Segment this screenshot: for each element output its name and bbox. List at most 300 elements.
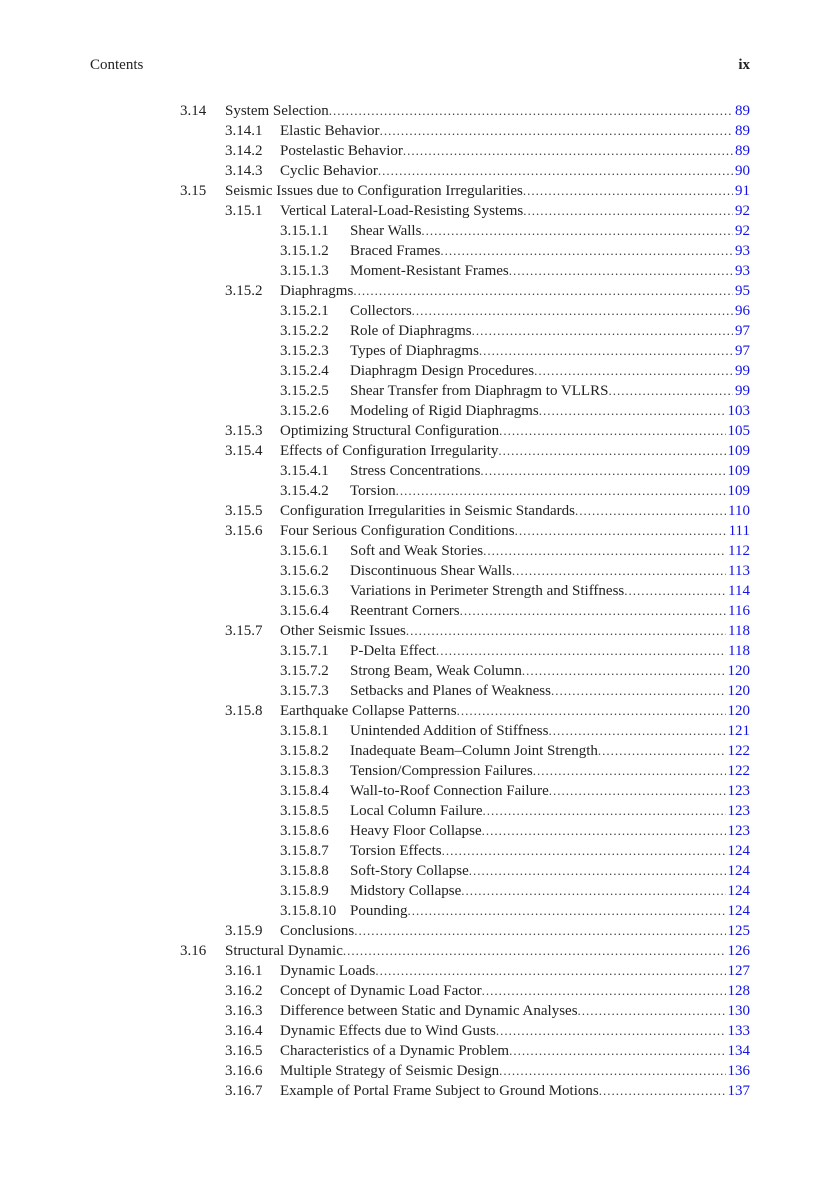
toc-entry[interactable] [0,121,840,141]
toc-entry[interactable] [0,941,840,961]
page-link[interactable]: 95 [735,283,750,299]
toc-line [280,621,750,641]
toc-entry[interactable] [0,341,840,361]
dot-leader [440,241,733,261]
page-link[interactable]: 103 [727,403,750,419]
section-number: 3.15.4 [225,443,263,459]
dot-leader [499,421,725,441]
section-title[interactable]: Soft-Story Collapse [350,863,469,879]
toc-line [280,281,750,301]
dot-leader [598,741,726,761]
toc-entry[interactable] [0,781,840,801]
section-title[interactable]: Reentrant Corners [350,603,460,619]
page-link[interactable]: 93 [735,243,750,259]
toc-line [350,761,750,781]
toc-entry[interactable] [0,101,840,121]
toc-line [280,161,750,181]
toc-line [280,441,750,461]
toc-line [280,141,750,161]
toc-line [280,1061,750,1081]
section-number: 3.15.7.3 [280,683,329,699]
section-number: 3.15.8.5 [280,803,329,819]
dot-leader [403,141,733,161]
section-title[interactable]: Shear Walls [350,223,422,239]
section-number: 3.15.3 [225,423,263,439]
dot-leader [551,681,726,701]
toc-line [350,461,750,481]
toc-entry[interactable] [0,1061,840,1081]
toc-line [350,321,750,341]
toc-entry[interactable] [0,861,840,881]
page-link[interactable]: 123 [727,823,750,839]
dot-leader [436,641,726,661]
toc-entry[interactable] [0,481,840,501]
section-title[interactable]: Pounding [350,903,408,919]
dot-leader [479,341,733,361]
toc-line [350,721,750,741]
section-title[interactable]: System Selection [225,103,329,119]
dot-leader [483,541,726,561]
page-link[interactable]: 118 [728,623,750,639]
dot-leader [461,881,725,901]
toc-line [350,541,750,561]
section-number: 3.15.2 [225,283,263,299]
page-link[interactable]: 122 [727,763,750,779]
page-link[interactable]: 128 [727,983,750,999]
section-number: 3.15.1 [225,203,263,219]
section-title[interactable]: Effects of Configuration Irregularity [280,443,499,459]
section-title[interactable]: Concept of Dynamic Load Factor [280,983,482,999]
section-number: 3.15.2.4 [280,363,329,379]
toc-line [280,1041,750,1061]
section-title[interactable]: P-Delta Effect [350,643,436,659]
dot-leader [457,701,726,721]
page-link[interactable]: 110 [728,503,750,519]
section-number: 3.16.2 [225,983,263,999]
section-title[interactable]: Diaphragms [280,283,354,299]
toc-entry[interactable] [0,501,840,521]
section-title[interactable]: Conclusions [280,923,355,939]
section-title[interactable]: Local Column Failure [350,803,483,819]
dot-leader [624,581,726,601]
section-number: 3.16.6 [225,1063,263,1079]
section-title[interactable]: Dynamic Effects due to Wind Gusts [280,1023,496,1039]
section-title[interactable]: Heavy Floor Collapse [350,823,482,839]
section-title[interactable]: Unintended Addition of Stiffness [350,723,549,739]
section-title[interactable]: Types of Diaphragms [350,343,479,359]
toc-line [280,1081,750,1101]
section-number: 3.16.3 [225,1003,263,1019]
dot-leader [442,841,726,861]
toc-line [350,261,750,281]
section-number: 3.15.2.6 [280,403,329,419]
toc-line [350,301,750,321]
toc-entry[interactable] [0,141,840,161]
page-link[interactable]: 92 [735,203,750,219]
section-number: 3.15.1.1 [280,223,329,239]
toc-line [350,661,750,681]
dot-leader [472,321,733,341]
toc-line [225,941,750,961]
toc-entry[interactable] [0,201,840,221]
section-number: 3.15.8.1 [280,723,329,739]
dot-leader [539,401,726,421]
section-title[interactable]: Elastic Behavior [280,123,380,139]
section-title[interactable]: Earthquake Collapse Patterns [280,703,457,719]
section-number: 3.15.8.9 [280,883,329,899]
toc-entry[interactable] [0,181,840,201]
toc-entry[interactable] [0,361,840,381]
dot-leader [522,661,726,681]
section-title[interactable]: Characteristics of a Dynamic Problem [280,1043,510,1059]
section-number: 3.15.6 [225,523,263,539]
section-title[interactable]: Strong Beam, Weak Column [350,663,522,679]
dot-leader [482,801,725,821]
section-title[interactable]: Vertical Lateral-Load-Resisting Systems [280,203,524,219]
page-link[interactable]: 124 [727,843,750,859]
section-title[interactable]: Four Serious Configuration Conditions [280,523,515,539]
toc-entry[interactable] [0,741,840,761]
section-number: 3.15.8.10 [280,903,337,919]
toc-line [350,341,750,361]
page-link[interactable]: 93 [735,263,750,279]
section-title[interactable]: Example of Portal Frame Subject to Ground Motions [280,1083,599,1099]
page-link[interactable]: 99 [735,383,750,399]
section-title[interactable]: Discontinuous Shear Walls [350,563,512,579]
page-link[interactable]: 120 [727,683,750,699]
dot-leader [498,441,725,461]
page-number: ix [738,57,750,73]
section-title[interactable]: Midstory Collapse [350,883,462,899]
page-link[interactable]: 96 [735,303,750,319]
toc-entry[interactable] [0,161,840,181]
toc-line [350,561,750,581]
page-link[interactable]: 90 [735,163,750,179]
section-number: 3.15.2.1 [280,303,329,319]
section-title[interactable]: Multiple Strategy of Seismic Design [280,1063,500,1079]
toc-line [350,801,750,821]
toc-entry[interactable] [0,401,840,421]
toc-entry[interactable] [0,1041,840,1061]
toc-entry[interactable] [0,641,840,661]
toc-entry[interactable] [0,421,840,441]
section-number: 3.15.2.3 [280,343,329,359]
section-title[interactable]: Optimizing Structural Configuration [280,423,500,439]
dot-leader [480,461,725,481]
toc-line [350,641,750,661]
section-number: 3.16.4 [225,1023,263,1039]
page-link[interactable]: 109 [727,443,750,459]
dot-leader [575,501,726,521]
toc-line [225,101,750,121]
dot-leader [523,201,733,221]
section-title[interactable]: Variations in Perimeter Strength and Stiffness [350,583,625,599]
toc-line [280,521,750,541]
toc-entry[interactable] [0,621,840,641]
section-title[interactable]: Difference between Static and Dynamic Analyses [280,1003,578,1019]
section-title[interactable]: Seismic Issues due to Configuration Irregularities [225,183,523,199]
section-title[interactable]: Structural Dynamic [225,943,343,959]
section-title[interactable]: Wall-to-Roof Connection Failure [350,783,549,799]
page-link[interactable]: 123 [727,803,750,819]
toc-entry[interactable] [0,1021,840,1041]
dot-leader [469,861,726,881]
toc-entry[interactable] [0,921,840,941]
page-link[interactable]: 137 [727,1083,750,1099]
section-title[interactable]: Inadequate Beam–Column Joint Strength [350,743,598,759]
page-link[interactable]: 92 [735,223,750,239]
page-link[interactable]: 97 [735,343,750,359]
toc-line [225,181,750,201]
toc-entry[interactable] [0,961,840,981]
page-link[interactable]: 125 [727,923,750,939]
section-number: 3.15.1.2 [280,243,329,259]
section-number: 3.15.4.1 [280,463,329,479]
toc-line [280,121,750,141]
dot-leader [534,361,733,381]
toc-entry[interactable] [0,601,840,621]
toc-entry[interactable] [0,381,840,401]
page-link[interactable]: 112 [728,543,750,559]
page-link[interactable]: 124 [727,883,750,899]
toc-entry[interactable] [0,821,840,841]
page-link[interactable]: 116 [728,603,750,619]
dot-leader [599,1081,726,1101]
section-title[interactable]: Stress Concentrations [350,463,481,479]
toc-entry[interactable] [0,1081,840,1101]
page-link[interactable]: 97 [735,323,750,339]
page-link[interactable]: 133 [727,1023,750,1039]
section-number: 3.15.6.4 [280,603,329,619]
toc-line [350,581,750,601]
section-number: 3.16 [180,943,207,959]
page-link[interactable]: 120 [727,703,750,719]
page-link[interactable]: 89 [735,123,750,139]
toc-entry[interactable] [0,581,840,601]
page-link[interactable]: 130 [727,1003,750,1019]
dot-leader [412,301,733,321]
dot-leader [375,961,725,981]
dot-leader [578,1001,726,1021]
dot-leader [421,221,733,241]
page-link[interactable]: 126 [727,943,750,959]
toc-entry[interactable] [0,301,840,321]
dot-leader [343,941,726,961]
toc-line [280,981,750,1001]
page-link[interactable]: 111 [728,523,750,539]
toc-entry[interactable] [0,701,840,721]
section-number: 3.15.8.3 [280,763,329,779]
section-number: 3.15.6.2 [280,563,329,579]
toc-entry[interactable] [0,901,840,921]
section-number: 3.15.8.2 [280,743,329,759]
toc-entry[interactable] [0,521,840,541]
section-number: 3.15.8 [225,703,263,719]
toc-line [350,781,750,801]
dot-leader [509,1041,725,1061]
section-number: 3.16.1 [225,963,263,979]
dot-leader [396,481,726,501]
section-number: 3.15.6.1 [280,543,329,559]
section-title[interactable]: Torsion Effects [350,843,442,859]
page-link[interactable]: 121 [727,723,750,739]
toc-entry[interactable] [0,761,840,781]
section-title[interactable]: Other Seismic Issues [280,623,406,639]
page-link[interactable]: 91 [735,183,750,199]
toc-entry[interactable] [0,261,840,281]
section-title[interactable]: Postelastic Behavior [280,143,403,159]
page-link[interactable]: 89 [735,143,750,159]
section-number: 3.15.5 [225,503,263,519]
section-number: 3.15.7.2 [280,663,329,679]
page-link[interactable]: 99 [735,363,750,379]
toc-line [350,861,750,881]
section-number: 3.15.2.5 [280,383,329,399]
toc-line [350,901,750,921]
toc-line [280,421,750,441]
toc-entry[interactable] [0,981,840,1001]
toc-line [350,481,750,501]
dot-leader [608,381,733,401]
page-link[interactable]: 109 [727,483,750,499]
toc-entry[interactable] [0,221,840,241]
section-number: 3.14.1 [225,123,263,139]
toc-line [280,1021,750,1041]
dot-leader [533,761,726,781]
dot-leader [353,281,733,301]
toc-entry[interactable] [0,321,840,341]
section-number: 3.15.8.6 [280,823,329,839]
dot-leader [408,901,726,921]
section-number: 3.15.9 [225,923,263,939]
section-title[interactable]: Soft and Weak Stories [350,543,484,559]
section-number: 3.16.5 [225,1043,263,1059]
toc-line [350,841,750,861]
dot-leader [512,561,726,581]
dot-leader [523,181,733,201]
toc-entry[interactable] [0,541,840,561]
toc-entry[interactable] [0,561,840,581]
toc-line [350,681,750,701]
section-number: 3.14 [180,103,207,119]
section-number: 3.14.2 [225,143,263,159]
page-link[interactable]: 122 [727,743,750,759]
section-number: 3.15.2.2 [280,323,329,339]
toc-line [350,381,750,401]
toc-entry[interactable] [0,841,840,861]
page-link[interactable]: 113 [728,563,750,579]
page-link[interactable]: 124 [727,903,750,919]
page-link[interactable]: 89 [735,103,750,119]
section-number: 3.14.3 [225,163,263,179]
toc-line [280,701,750,721]
section-title[interactable]: Braced Frames [350,243,441,259]
toc-line [280,501,750,521]
section-number: 3.15.7.1 [280,643,329,659]
toc-line [350,401,750,421]
toc-line [280,961,750,981]
section-title[interactable]: Role of Diaphragms [350,323,472,339]
section-number: 3.15.8.4 [280,783,329,799]
section-title[interactable]: Diaphragm Design Procedures [350,363,535,379]
dot-leader [509,261,733,281]
toc-entry[interactable] [0,281,840,301]
dot-leader [548,721,725,741]
section-number: 3.15.6.3 [280,583,329,599]
toc-entry[interactable] [0,721,840,741]
page-link[interactable]: 127 [727,963,750,979]
section-number: 3.16.7 [225,1083,263,1099]
toc-line [280,1001,750,1021]
dot-leader [354,921,725,941]
toc-entry[interactable] [0,881,840,901]
page-link[interactable]: 120 [727,663,750,679]
section-title[interactable]: Cyclic Behavior [280,163,378,179]
table-of-contents [0,101,840,1101]
page-link[interactable]: 134 [727,1043,750,1059]
section-title[interactable]: Collectors [350,303,412,319]
dot-leader [482,821,726,841]
page-link[interactable]: 124 [727,863,750,879]
page-link[interactable]: 118 [728,643,750,659]
toc-entry[interactable] [0,1001,840,1021]
page-link[interactable]: 136 [727,1063,750,1079]
section-number: 3.15.8.7 [280,843,329,859]
dot-leader [499,1061,725,1081]
dot-leader [329,101,733,121]
section-number: 3.15.1.3 [280,263,329,279]
dot-leader [378,161,733,181]
section-title[interactable]: Shear Transfer from Diaphragm to VLLRS [350,383,609,399]
section-number: 3.15.8.8 [280,863,329,879]
page-link[interactable]: 109 [727,463,750,479]
section-title[interactable]: Moment-Resistant Frames [350,263,509,279]
page-link[interactable]: 123 [727,783,750,799]
section-number: 3.15.4.2 [280,483,329,499]
toc-entry[interactable] [0,801,840,821]
section-title[interactable]: Modeling of Rigid Diaphragms [350,403,539,419]
toc-entry[interactable] [0,661,840,681]
toc-entry[interactable] [0,681,840,701]
page-link[interactable]: 105 [727,423,750,439]
toc-line [350,221,750,241]
toc-entry[interactable] [0,461,840,481]
dot-leader [549,781,726,801]
toc-entry[interactable] [0,241,840,261]
dot-leader [515,521,727,541]
running-header-title: Contents [90,57,144,73]
toc-entry[interactable] [0,441,840,461]
toc-line [350,601,750,621]
section-title[interactable]: Tension/Compression Failures [350,763,533,779]
dot-leader [496,1021,726,1041]
toc-line [280,921,750,941]
section-number: 3.15.7 [225,623,263,639]
toc-line [350,741,750,761]
toc-line [280,201,750,221]
dot-leader [406,621,726,641]
section-title[interactable]: Setbacks and Planes of Weakness [350,683,551,699]
page-link[interactable]: 114 [728,583,750,599]
dot-leader [380,121,733,141]
dot-leader [460,601,726,621]
section-title[interactable]: Dynamic Loads [280,963,376,979]
section-title[interactable]: Torsion [350,483,396,499]
section-title[interactable]: Configuration Irregularities in Seismic Standards [280,503,575,519]
toc-line [350,361,750,381]
toc-line [350,881,750,901]
toc-line [350,821,750,841]
